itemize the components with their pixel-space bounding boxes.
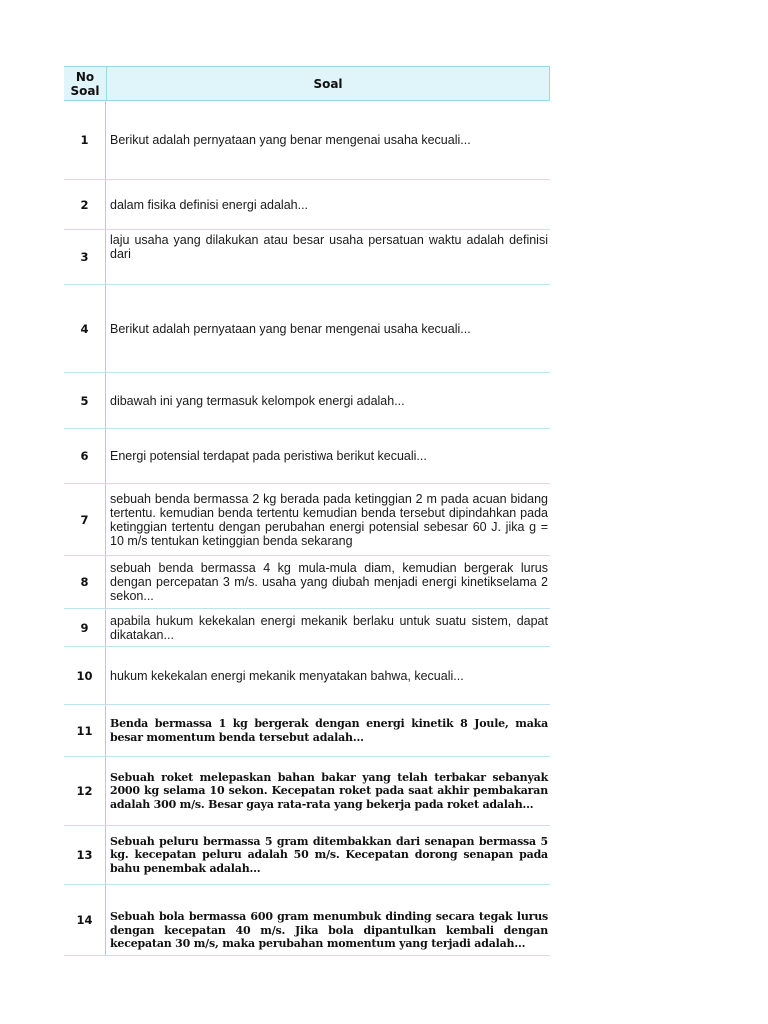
question-cell xyxy=(106,230,550,284)
row-number: 3 xyxy=(64,230,106,284)
question-cell xyxy=(106,757,550,825)
question-text: Benda bermassa 1 kg bergerak dengan energi kinetik 8 Joule, maka besar momentum benda tersebut adalah... xyxy=(110,717,548,744)
question-cell xyxy=(106,556,550,608)
row-number: 9 xyxy=(64,609,106,646)
question-cell xyxy=(106,429,550,483)
question-text: sebuah benda bermassa 2 kg berada pada ketinggian 2 m pada acuan bidang tertentu. kemudian benda tertentu kemudian benda tersebut dipindahkan pada ketinggian tertentu dengan perubahan energi potensial sebesar 60 J. jika g = 10 m/s tentukan ketinggian benda sekarang xyxy=(110,491,548,548)
question-text: Sebuah bola bermassa 600 gram menumbuk dinding secara tegak lurus dengan kecepatan 40 m/s. Jika bola dipantulkan kembali dengan kecepatan 30 m/s, maka perubahan momentum yang terjadi adalah... xyxy=(110,910,548,950)
table-header xyxy=(64,66,550,101)
table-row xyxy=(64,484,550,556)
row-number: 2 xyxy=(64,180,106,229)
question-text: apabila hukum kekekalan energi mekanik berlaku untuk suatu sistem, dapat dikatakan... xyxy=(110,613,548,642)
row-number: 1 xyxy=(64,101,106,179)
question-text: Berikut adalah pernyataan yang benar mengenai usaha kecuali... xyxy=(110,321,471,336)
table-row xyxy=(64,556,550,609)
header-soal: Soal xyxy=(313,76,343,91)
question-text: laju usaha yang dilakukan atau besar usaha persatuan waktu adalah definisi dari xyxy=(110,233,548,261)
row-number: 8 xyxy=(64,556,106,608)
table-row xyxy=(64,757,550,826)
table-row xyxy=(64,373,550,429)
question-table xyxy=(64,66,550,956)
question-text: hukum kekekalan energi mekanik menyatakan bahwa, kecuali... xyxy=(110,668,464,683)
table-row xyxy=(64,609,550,647)
table-row xyxy=(64,180,550,230)
question-text: Berikut adalah pernyataan yang benar mengenai usaha kecuali... xyxy=(110,133,471,147)
question-text: dibawah ini yang termasuk kelompok energi adalah... xyxy=(110,393,405,408)
row-number: 7 xyxy=(64,484,106,555)
table-row xyxy=(64,885,550,956)
row-number: 11 xyxy=(64,705,106,756)
question-text: Energi potensial terdapat pada peristiwa berikut kecuali... xyxy=(110,449,427,463)
row-number: 5 xyxy=(64,373,106,428)
question-cell xyxy=(106,101,550,179)
question-cell xyxy=(106,609,550,646)
question-cell xyxy=(106,285,550,372)
row-number: 12 xyxy=(64,757,106,825)
question-text: Sebuah peluru bermassa 5 gram ditembakkan dari senapan bermassa 5 kg. kecepatan peluru adalah 50 m/s. Kecepatan dorong senapan pada bahu penembak adalah... xyxy=(110,834,548,875)
question-cell xyxy=(106,373,550,428)
table-row xyxy=(64,230,550,285)
question-cell xyxy=(106,484,550,555)
row-number: 13 xyxy=(64,826,106,884)
table-row xyxy=(64,705,550,757)
table-row xyxy=(64,826,550,885)
table-row xyxy=(64,647,550,705)
question-cell xyxy=(106,885,550,955)
question-cell xyxy=(106,180,550,229)
question-text: dalam fisika definisi energi adalah... xyxy=(110,197,309,212)
header-no-soal: No Soal xyxy=(64,67,107,100)
row-number: 4 xyxy=(64,285,106,372)
row-number: 10 xyxy=(64,647,106,704)
table-row xyxy=(64,429,550,484)
question-text: sebuah benda bermassa 4 kg mula-mula diam, kemudian bergerak lurus dengan percepatan 3 m/s. usaha yang diubah menjadi energi kinetikselama 2 sekon... xyxy=(110,561,548,603)
row-number: 6 xyxy=(64,429,106,483)
table-row xyxy=(64,101,550,180)
question-cell xyxy=(106,826,550,884)
table-row xyxy=(64,285,550,373)
row-number: 14 xyxy=(64,885,106,955)
question-cell xyxy=(106,647,550,704)
question-cell xyxy=(106,705,550,756)
question-text: Sebuah roket melepaskan bahan bakar yang telah terbakar sebanyak 2000 kg selama 10 sekon. Kecepatan roket pada saat akhir pembakaran adalah 300 m/s. Besar gaya rata-rata yang bekerja pada roket adalah... xyxy=(110,770,548,811)
